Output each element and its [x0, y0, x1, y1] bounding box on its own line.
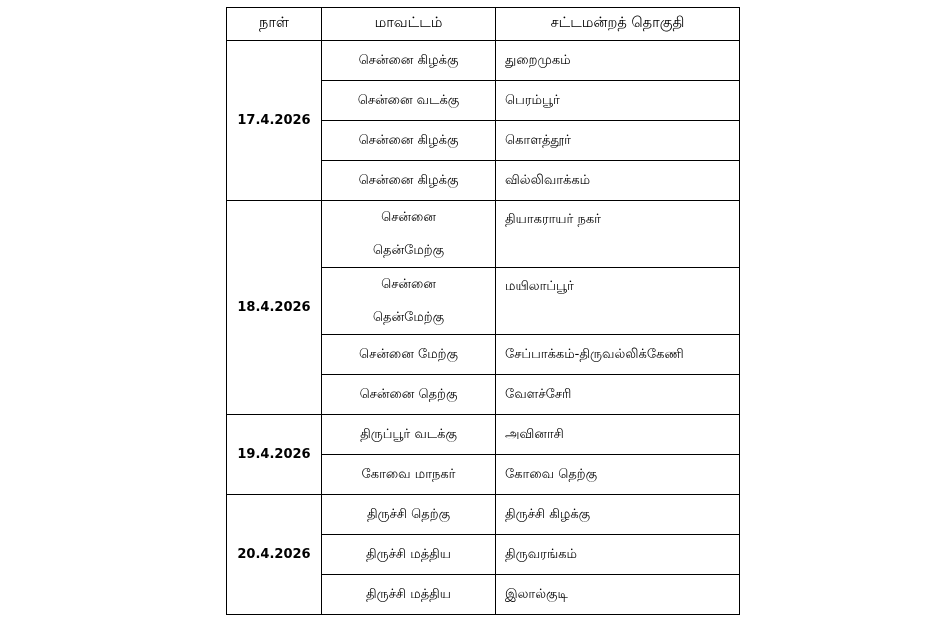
schedule-table: [226, 7, 740, 615]
constituency-cell: திருச்சி கிழக்கு: [496, 495, 740, 535]
district-line: சென்னை: [381, 210, 436, 225]
table-row: [227, 201, 740, 268]
date-cell: 18.4.2026: [227, 201, 322, 415]
table-row: [227, 415, 740, 455]
constituency-cell: கோவை தெற்கு: [496, 455, 740, 495]
header-constituency: சட்டமன்றத் தொகுதி: [496, 8, 740, 41]
constituency-cell: மயிலாப்பூர்: [496, 268, 740, 335]
header-district: மாவட்டம்: [322, 8, 496, 41]
constituency-cell: துறைமுகம்: [496, 41, 740, 81]
date-cell: 19.4.2026: [227, 415, 322, 495]
district-cell: கோவை மாநகர்: [322, 455, 496, 495]
district-cell: திருச்சி மத்திய: [322, 575, 496, 615]
date-cell: 20.4.2026: [227, 495, 322, 615]
constituency-cell: கொளத்தூர்: [496, 121, 740, 161]
district-cell: சென்னை கிழக்கு: [322, 121, 496, 161]
district-cell: சென்னை தெற்கு: [322, 375, 496, 415]
date-cell: 17.4.2026: [227, 41, 322, 201]
header-date: நாள்: [227, 8, 322, 41]
district-cell: திருச்சி மத்திய: [322, 535, 496, 575]
district-cell: சென்னை கிழக்கு: [322, 161, 496, 201]
constituency-cell: வேளச்சேரி: [496, 375, 740, 415]
constituency-cell: வில்லிவாக்கம்: [496, 161, 740, 201]
district-line: தென்மேற்கு: [372, 243, 445, 258]
constituency-cell: இலால்குடி: [496, 575, 740, 615]
district-cell: சென்னை கிழக்கு: [322, 41, 496, 81]
district-cell: திருப்பூர் வடக்கு: [322, 415, 496, 455]
constituency-cell: தியாகராயர் நகர்: [496, 201, 740, 268]
district-cell: சென்னை வடக்கு: [322, 81, 496, 121]
constituency-cell: அவினாசி: [496, 415, 740, 455]
table-row: [227, 495, 740, 535]
district-cell: [322, 201, 496, 268]
constituency-cell: திருவரங்கம்: [496, 535, 740, 575]
district-cell: திருச்சி தெற்கு: [322, 495, 496, 535]
district-cell: சென்னை மேற்கு: [322, 335, 496, 375]
district-cell: [322, 268, 496, 335]
header-row: [227, 8, 740, 41]
district-line: சென்னை: [381, 277, 436, 292]
constituency-cell: பெரம்பூர்: [496, 81, 740, 121]
constituency-cell: சேப்பாக்கம்-திருவல்லிக்கேணி: [496, 335, 740, 375]
district-line: தென்மேற்கு: [372, 310, 445, 325]
table-row: [227, 41, 740, 81]
